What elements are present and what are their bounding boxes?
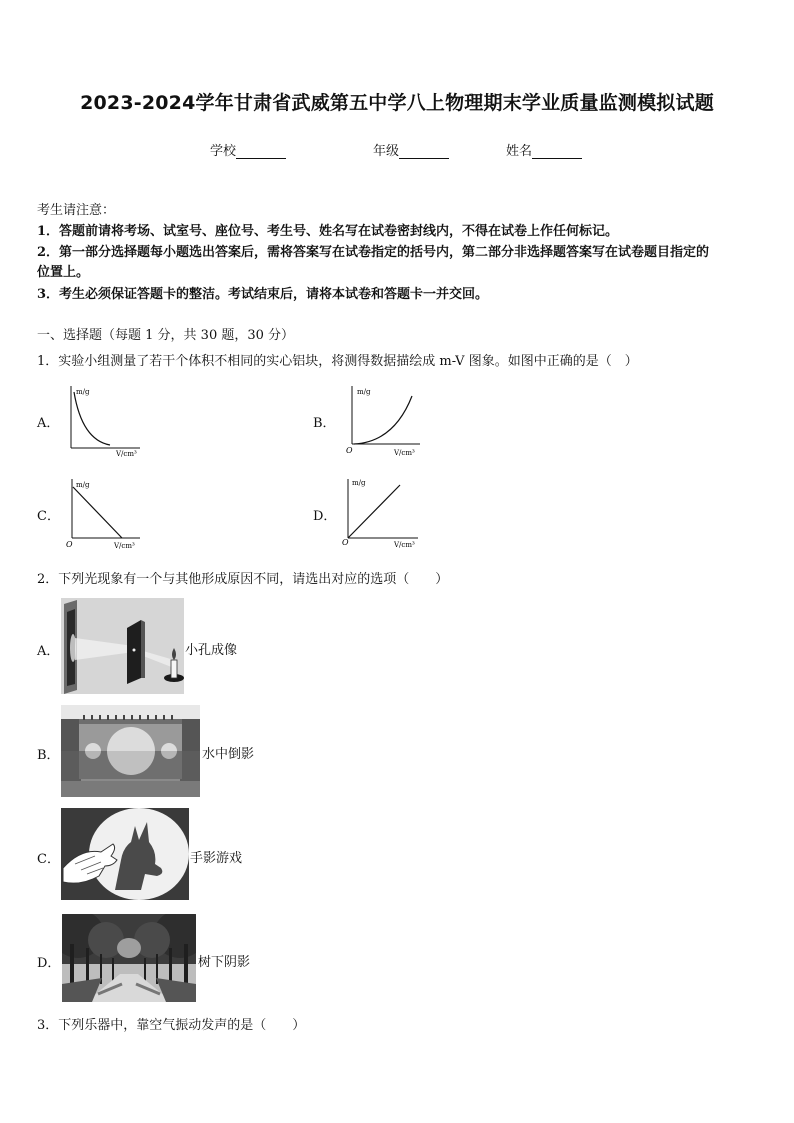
question-3-stem: 3．下列乐器中，靠空气振动发声的是（ ） (37, 1018, 306, 1033)
q2-option-c-letter[interactable]: C． (37, 852, 60, 867)
school-label: 学校 (210, 144, 237, 159)
question-1-stem: 1．实验小组测量了若干个体积不相同的实心铝块，将测得数据描绘成 m-V 图象。如图中正确的是（ ） (37, 354, 638, 369)
q1-option-c-letter[interactable]: C． (37, 509, 60, 524)
q1-option-d-letter[interactable]: D． (313, 509, 337, 524)
school-blank[interactable] (236, 144, 286, 159)
notice-item-1: 1．答题前请将考场、试室号、座位号、考生号、姓名写在试卷密封线内，不得在试卷上作任何标记。 (37, 224, 619, 239)
grade-blank[interactable] (399, 144, 449, 159)
notice-item-3: 3．考生必须保证答题卡的整洁。考试结束后，请将本试卷和答题卡一并交回。 (37, 287, 489, 302)
pinhole-camera-image (61, 598, 184, 694)
q1-graph-a (60, 382, 150, 458)
q2-option-c-caption: 手影游戏 (190, 851, 243, 866)
name-field (506, 140, 582, 159)
notice-item-2: 2．第一部分选择题每小题选出答案后，需将答案写在试卷指定的括号内，第二部分非选择题答案写在试卷题目指定的 (37, 245, 710, 260)
decreasing-line (73, 487, 122, 538)
y-label: m/g (76, 388, 90, 396)
increasing-curve (354, 396, 412, 444)
q1-graph-b (342, 382, 432, 458)
grade-field (373, 140, 449, 159)
origin-label: O (342, 538, 349, 547)
name-blank[interactable] (532, 144, 582, 159)
grade-label: 年级 (373, 144, 400, 159)
tree-shadow-image (62, 914, 196, 1002)
origin-label: O (346, 446, 353, 455)
notice-item-2-cont: 位置上。 (37, 265, 90, 280)
hand-shadow-image (61, 808, 189, 900)
q2-option-a-caption: 小孔成像 (185, 643, 238, 658)
x-label: V/cm³ (116, 450, 137, 458)
q2-option-d-letter[interactable]: D． (37, 956, 61, 971)
x-label: V/cm³ (394, 541, 415, 549)
q1-option-b-letter[interactable]: B． (313, 416, 336, 431)
school-field (210, 140, 286, 159)
q1-option-a-letter[interactable]: A． (37, 416, 60, 431)
bridge-reflection-image (61, 705, 200, 797)
name-label: 姓名 (506, 144, 533, 159)
q2-option-a-letter[interactable]: A． (37, 644, 60, 659)
x-label: V/cm³ (114, 542, 135, 550)
y-label: m/g (352, 479, 366, 487)
notice-heading: 考生请注意： (37, 203, 116, 218)
q1-graph-c (60, 475, 150, 551)
origin-label: O (66, 540, 73, 549)
question-2-stem: 2．下列光现象有一个与其他形成原因不同，请选出对应的选项（ ） (37, 572, 449, 587)
page-title: 2023-2024学年甘肃省武威第五中学八上物理期末学业质量监测模拟试题 (80, 92, 714, 114)
decreasing-curve (74, 392, 110, 445)
section-heading: 一、选择题（每题 1 分，共 30 题，30 分） (37, 328, 295, 343)
y-label: m/g (76, 481, 90, 489)
y-label: m/g (357, 388, 371, 396)
x-label: V/cm³ (394, 449, 415, 457)
q2-option-b-letter[interactable]: B． (37, 748, 60, 763)
increasing-line (348, 485, 400, 538)
q1-graph-d (338, 475, 428, 551)
q2-option-d-caption: 树下阴影 (198, 955, 251, 970)
q2-option-b-caption: 水中倒影 (202, 747, 255, 762)
